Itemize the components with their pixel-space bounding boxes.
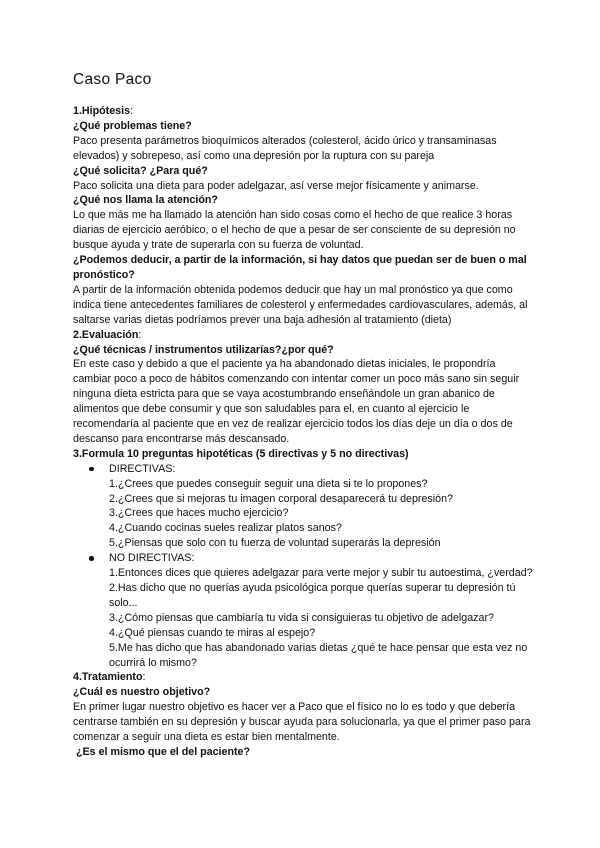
list-item: 2.Has dicho que no querías ayuda psicológica porque querías superar tu depresión tú solo... xyxy=(109,582,516,609)
no-directivas-label: NO DIRECTIVAS: xyxy=(109,552,195,565)
section-heading-hipotesis xyxy=(73,104,533,119)
list-item: 1.Entonces dices que quieres adelgazar para verte mejor y subir tu autoestima, ¿verdad? xyxy=(109,567,533,580)
question: ¿Es el mismo que el del paciente? xyxy=(76,745,251,758)
question-groups xyxy=(73,551,533,566)
list-item: 5.Me has dicho que has abandonado varias dietas ¿qué te hace pensar que esta vez no ocurrirá lo mismo? xyxy=(109,641,528,669)
no-directivas-list xyxy=(73,566,533,670)
heading-text: 4.Tratamiento xyxy=(73,671,143,684)
question: ¿Qué nos llama la atención? xyxy=(73,194,218,207)
list-item: 3.¿Crees que haces mucho ejercicio? xyxy=(109,507,289,520)
bullet-icon xyxy=(89,467,94,472)
list-item: 5.¿Piensas que solo con tu fuerza de voluntad superarás la depresión xyxy=(109,537,441,550)
heading-colon: : xyxy=(142,671,146,684)
bullet-icon xyxy=(89,556,94,561)
no-directivas-group xyxy=(73,551,533,566)
answer: A partir de la información obtenida podemos deducir que hay un mal pronóstico ya que como indica tiene antecedentes familiares de colesterol y enfermedades cardiovasculares, además, al saltarse varias dietas podríamos prever una baja adhesión al tratamiento (dieta) xyxy=(73,283,528,326)
document-title: Caso Paco xyxy=(73,71,152,88)
section-heading-preguntas: 3.Formula 10 preguntas hipotéticas (5 directivas y 5 no directivas) xyxy=(73,447,409,460)
heading-text: 1.Hipótesis xyxy=(73,105,131,117)
question: ¿Qué técnicas / instrumentos utilizarías?¿por qué? xyxy=(73,343,334,356)
list-item: 4.¿Qué piensas cuando te miras al espejo? xyxy=(109,626,316,639)
question: ¿Qué solicita? ¿Para qué? xyxy=(73,164,208,177)
question-groups xyxy=(73,462,533,477)
question: ¿Podemos deducir, a partir de la información, si hay datos que puedan ser de buen o mal pronóstico? xyxy=(73,254,527,281)
list-item: 3.¿Cómo piensas que cambiaría tu vida si consiguieras tu objetivo de adelgazar? xyxy=(109,611,494,624)
list-item: 4.¿Cuando cocinas sueles realizar platos sanos? xyxy=(109,522,342,535)
directivas-list xyxy=(73,477,533,552)
answer: Paco presenta parámetros bioquímicos alterados (colesterol, ácido úrico y transaminasas elevados) y sobrepeso, así como una depresión por la ruptura con su pareja xyxy=(73,134,497,162)
heading-colon: : xyxy=(138,328,142,341)
answer: Lo que más me ha llamado la atención han sido cosas como el hecho de que realice 3 horas diarias de ejercicio aeróbico, o el hecho de que a pesar de ser consciente de su depresión no busque ayuda y trate de superarla con su fuerza de voluntad. xyxy=(73,209,516,252)
answer: En este caso y debido a que el paciente ya ha abandonado dietas iniciales, le propondría cambiar poco a poco de hábitos comenzando con intentar comer un poco más sano sin seguir ninguna dieta estricta para que se vaya acostumbrando enseñándole un gran abanico de alimentos que debe consumir y que son saludables para el, en cuanto al ejercicio le recomendaría al paciente que en vez de realizar ejercicio todos los días deje un día o dos de descanso para encontrarse más descansado. xyxy=(73,358,520,445)
list-item: 1.¿Crees que puedes conseguir seguir una dieta si te lo propones? xyxy=(109,477,428,490)
answer: En primer lugar nuestro objetivo es hacer ver a Paco que el físico no lo es todo y que debería centrarse también en su depresión y buscar ayuda para solucionarla, ya que el primer paso para comenzar a seguir una dieta es estar bien mentalmente. xyxy=(73,701,531,744)
heading-colon: : xyxy=(130,105,134,117)
question: ¿Qué problemas tiene? xyxy=(73,119,192,132)
document-body xyxy=(73,104,533,760)
directivas-group xyxy=(73,462,533,477)
answer: Paco solicita una dieta para poder adelgazar, así verse mejor físicamente y animarse. xyxy=(73,179,479,192)
directivas-label: DIRECTIVAS: xyxy=(109,462,176,475)
question: ¿Cuál es nuestro objetivo? xyxy=(73,686,211,699)
heading-text: 2.Evaluación xyxy=(73,328,139,341)
section-heading-evaluacion xyxy=(73,328,533,343)
list-item: 2.¿Crees que si mejoras tu imagen corporal desaparecerá tu depresión? xyxy=(109,492,453,505)
section-heading-tratamiento xyxy=(73,670,533,685)
